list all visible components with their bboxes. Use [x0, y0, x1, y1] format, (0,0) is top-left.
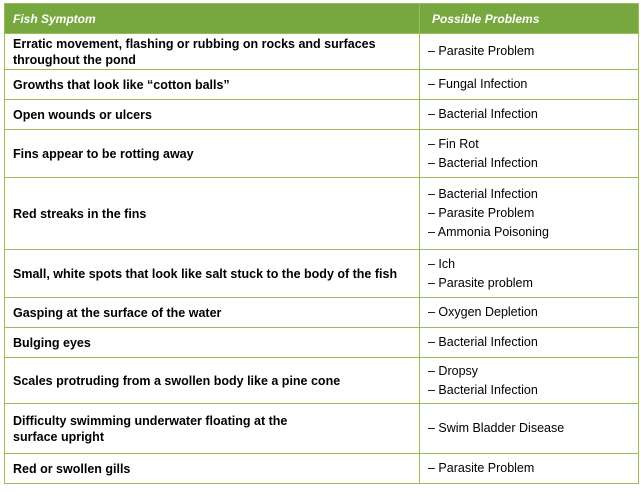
symptom-cell [5, 70, 420, 100]
symptom-text: Fins appear to be rotting away [13, 146, 194, 161]
problem-text: – Bacterial Infection [428, 155, 538, 170]
header-row [5, 4, 639, 34]
symptom-text: Red or swollen gills [13, 461, 131, 476]
symptom-text: Difficulty swimming underwater floating at the [13, 413, 288, 428]
problem-text: – Fungal Infection [428, 77, 528, 91]
problem-text: – Parasite Problem [428, 206, 535, 220]
symptom-text: Gasping at the surface of the water [13, 305, 222, 320]
problems-cell [420, 358, 639, 404]
table-row [5, 70, 639, 100]
symptom-cell [5, 298, 420, 328]
problem-text: – Ich [428, 256, 456, 271]
table-row [5, 100, 639, 130]
symptom-cell [5, 454, 420, 484]
problems-cell [420, 100, 639, 130]
table-row [5, 130, 639, 178]
symptom-cell [5, 328, 420, 358]
problems-cell [420, 130, 639, 178]
table-row [5, 328, 639, 358]
header-possible-problems: Possible Problems [420, 4, 639, 34]
symptom-text: Bulging eyes [13, 335, 91, 350]
symptom-cell [5, 34, 420, 70]
table-row [5, 298, 639, 328]
symptom-text: Red streaks in the fins [13, 206, 147, 221]
problem-text: – Bacterial Infection [428, 382, 538, 397]
table-row [5, 454, 639, 484]
problem-text: – Parasite Problem [428, 44, 535, 58]
symptom-cell [5, 250, 420, 298]
table-row [5, 178, 639, 250]
problems-cell [420, 34, 639, 70]
problem-text: – Swim Bladder Disease [428, 421, 565, 435]
problems-cell [420, 178, 639, 250]
symptom-text: Growths that look like “cotton balls” [13, 77, 230, 92]
symptom-text: Open wounds or ulcers [13, 107, 152, 122]
problems-cell [420, 250, 639, 298]
problem-text: – Fin Rot [428, 136, 479, 151]
problems-cell [420, 298, 639, 328]
table-row [5, 358, 639, 404]
symptom-cell [5, 178, 420, 250]
problem-text: – Parasite problem [428, 275, 533, 290]
problem-text: – Bacterial Infection [428, 335, 538, 349]
problem-text: – Parasite Problem [428, 461, 535, 475]
symptom-cell [5, 404, 420, 454]
symptom-text: Small, white spots that look like salt stuck to the body of the fish [13, 266, 398, 281]
symptom-cell [5, 130, 420, 178]
problem-text: – Dropsy [428, 363, 479, 378]
problems-cell [420, 454, 639, 484]
problem-text: – Bacterial Infection [428, 187, 538, 201]
symptom-text: Scales protruding from a swollen body like a pine cone [13, 373, 341, 388]
problem-text: – Oxygen Depletion [428, 305, 538, 319]
symptom-text: throughout the pond [13, 52, 136, 67]
symptom-cell [5, 100, 420, 130]
table-row [5, 250, 639, 298]
table-row [5, 34, 639, 70]
symptom-cell [5, 358, 420, 404]
problems-cell [420, 328, 639, 358]
header-fish-symptom: Fish Symptom [5, 4, 420, 34]
table-row [5, 404, 639, 454]
problems-cell [420, 404, 639, 454]
symptom-table [4, 3, 639, 484]
problems-cell [420, 70, 639, 100]
symptom-text: surface upright [13, 429, 104, 444]
problem-text: – Ammonia Poisoning [428, 225, 549, 239]
problem-text: – Bacterial Infection [428, 107, 538, 121]
symptom-text: Erratic movement, flashing or rubbing on rocks and surfaces [13, 36, 376, 51]
